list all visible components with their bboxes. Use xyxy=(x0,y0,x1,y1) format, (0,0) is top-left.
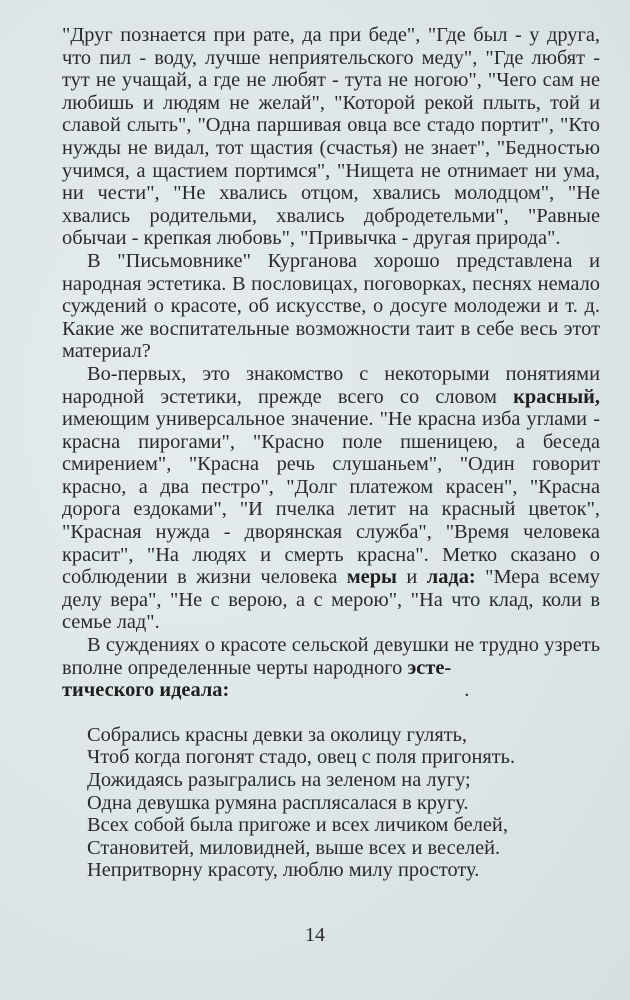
poem-line: Одна девушка румяна расплясалася в кругу. xyxy=(87,791,469,814)
bold-term-aesthetic-part2: тического идеала: xyxy=(62,679,230,702)
paragraph-pismovnik-kurganov: В "Письмовнике" Курганова хорошо представлена и народная эстетика. В пословицах, поговорках, песнях немало суждений о красоте, об искусстве, о досуге молодежи и т. д. Какие же воспитательные возможности таит в себе весь этот материал? xyxy=(62,249,600,363)
bold-term-mery: меры xyxy=(346,566,397,589)
text-run: В суждениях о красоте сельской девушки не трудно узреть вполне определенные черты народного xyxy=(62,634,600,679)
poem-line: Чтоб когда погонят стадо, овец с поля пригонять. xyxy=(87,746,516,769)
text-run: имеющим универсальное значение. "Не красна изба углами - красна пирогами", "Красно поле пшеницею, а беседа смирением", "Красна речь слушаньем", "Один говорит красно, а два пестро", "Долг платежом красен", "Красна дорога ездоками", "И пчелка летит на красный цветок", "Красная нужда - дворянская служба", "Время человека красит", "На людях и смерть красна". Метко сказано о соблюдении в жизни человека xyxy=(62,408,600,589)
paragraph-aesthetic-ideal xyxy=(62,634,600,702)
bold-term-aesthetic-part1: эсте- xyxy=(407,656,452,679)
poem-line: Собрались красны девки за околицу гулять, xyxy=(87,723,468,746)
poem-line: Становитей, миловидней, выше всех и веселей. xyxy=(87,836,501,859)
page-number: 14 xyxy=(305,924,325,946)
poem-line: Всех собой была пригоже и всех личиком белей, xyxy=(87,814,508,837)
text-run: Во-первых, это знакомство с некоторыми понятиями народной эстетики, прежде всего со словом xyxy=(62,362,600,408)
poem-line: Непритворну красоту, люблю милу простоту. xyxy=(87,859,480,882)
paragraph-krasny-concept xyxy=(62,363,600,634)
bold-term-lada: лада: xyxy=(426,566,476,589)
paragraph-proverbs-friendship: "Друг познается при рате, да при беде", "Где был - у друга, что пил - воду, лучше неприятельского меду", "Где любят - тут не учащай, а где не любят - тута не ногою", "Чего сам не любишь и людям не желай", "Которой рекой плыть, той и славой слыть", "Одна паршивая овца все стадо портит", "Кто нужды не видал, тот щастия (счастья) не знает", "Бедностью учимся, а щастием портимся", "Нищета не отнимает ни ума, ни чести", "Не хвались отцом, хвались молодцом", "Не хвались родительми, хвались добродетельми", "Равные обычаи - крепкая любовь", "Привычка - другая природа". xyxy=(62,24,600,250)
poem-line: Дожидаясь разыгрались на зеленом на лугу; xyxy=(87,769,471,791)
book-page-body xyxy=(62,24,600,882)
text-run: и xyxy=(396,566,427,589)
poem-block xyxy=(62,724,600,882)
text-run: "Мера всему делу вера", "Не с верою, а с мерою", "На что клад, коли в семье лад". xyxy=(62,566,600,634)
bold-term-krasny: красный, xyxy=(513,385,600,408)
stray-dot: . xyxy=(464,679,470,702)
